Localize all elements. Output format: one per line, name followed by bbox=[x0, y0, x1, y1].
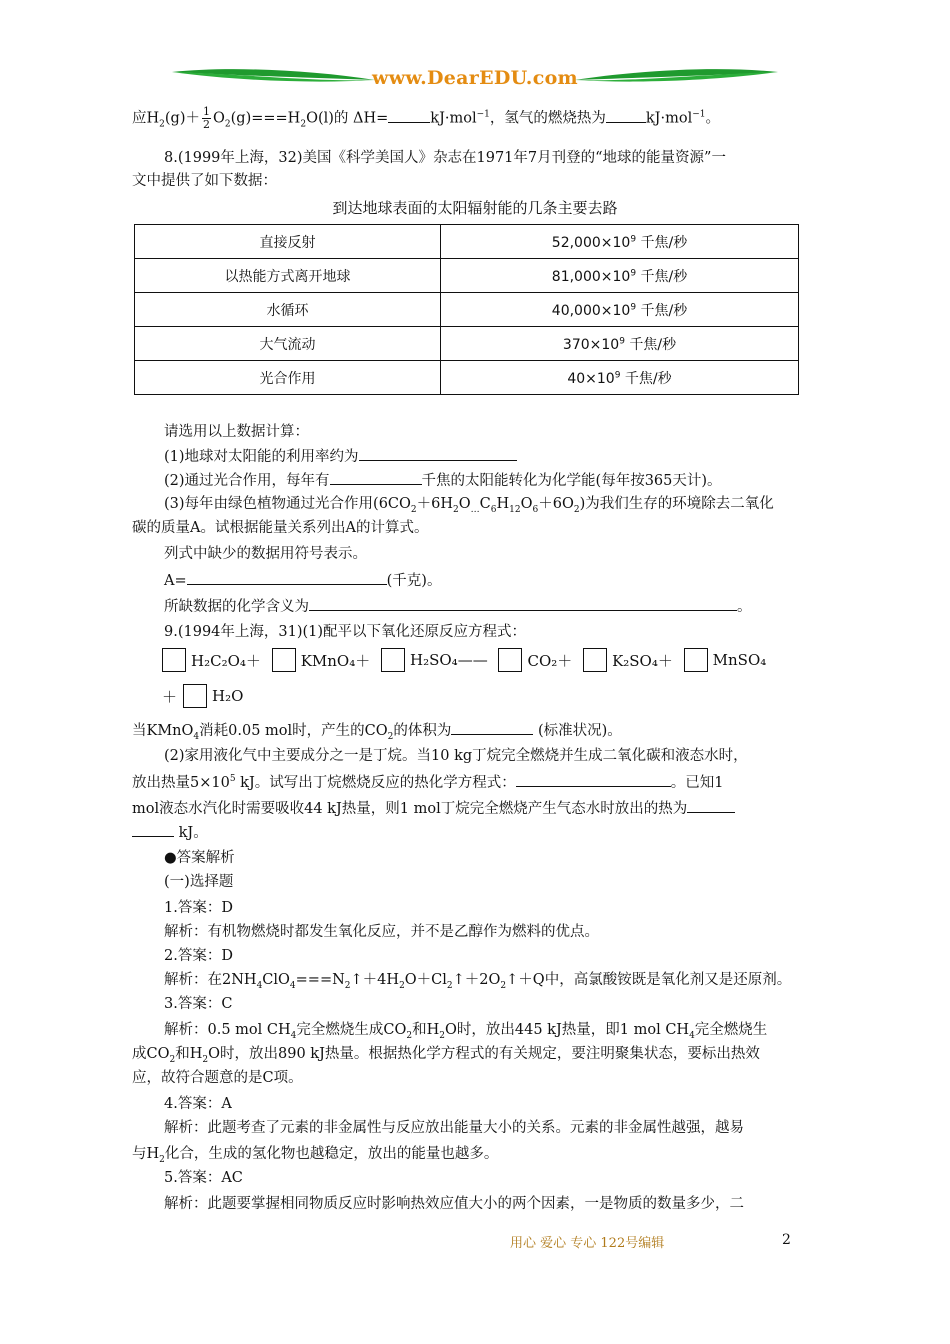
answer-5: 5.答案：AC bbox=[164, 1170, 243, 1186]
explain-3-end: 应，故符合题意的是C项。 bbox=[132, 1070, 303, 1086]
coef-box[interactable] bbox=[583, 648, 607, 672]
q8-ask: 请选用以上数据计算： bbox=[164, 424, 309, 440]
answer-4: 4.答案：A bbox=[164, 1096, 232, 1112]
explain-3: 解析：0.5 mol $CH_4$完全燃烧生成$CO_2$和$H_2O$时，放出445 kJ热量，即1 mol $CH_4$完全燃烧生 bbox=[164, 1022, 768, 1041]
answers-title: ●答案解析 bbox=[164, 850, 235, 866]
explain-1: 解析：有机物燃烧时都发生氧化反应，并不是乙醇作为燃料的优点。 bbox=[164, 924, 599, 940]
table-row: 大气流动 $370\times 10^9$ 千焦/秒 bbox=[135, 327, 799, 361]
explain-4-cont: 与$H_2$化合，生成的氢化物也越稳定，放出的能量也越多。 bbox=[132, 1146, 499, 1165]
q8-part3-cont: 碳的质量A。试根据能量关系列出A的计算式。 bbox=[132, 520, 429, 536]
explain-4: 解析：此题考查了元素的非金属性与反应放出能量大小的关系。元素的非金属性越强，越易 bbox=[164, 1120, 744, 1136]
answer-blank[interactable] bbox=[132, 822, 174, 837]
q9-line4: mol液态水汽化时需要吸收44 kJ热量，则1 mol丁烷完全燃烧产生气态水时放出的热为 bbox=[132, 798, 735, 819]
answer-blank[interactable] bbox=[388, 108, 430, 123]
table-row: 水循环 $40,000\times 10^9$ 千焦/秒 bbox=[135, 293, 799, 327]
table-row: 直接反射 $52,000\times 10^9$ 千焦/秒 bbox=[135, 225, 799, 259]
q8-part2: (2)通过光合作用，每年有 千焦的太阳能转化为化学能(每年按365天计)。 bbox=[164, 470, 722, 491]
q9-line2: (2)家用液化气中主要成分之一是丁烷。当10 kg丁烷完全燃烧并生成二氧化碳和液态水时， bbox=[164, 748, 748, 764]
answer-blank[interactable] bbox=[606, 108, 646, 123]
answer-blank[interactable] bbox=[687, 798, 735, 813]
answer-3: 3.答案：C bbox=[164, 996, 233, 1012]
coef-box[interactable] bbox=[381, 648, 405, 672]
table-caption: 到达地球表面的太阳辐射能的几条主要去路 bbox=[332, 199, 618, 217]
hydrogen-equation-line: 应$H_2(g)+$ $\frac{1}{2}$ $O_2(g)===H_2O(l)$的 ΔH= kJ·mol$^{-1}$，氢气的燃烧热为 kJ·mol$^{-1}$。 bbox=[132, 105, 720, 131]
q9-line3: 放出热量$5\times 10^5$ kJ。试写出丁烷燃烧反应的热化学方程式： 。已知1 bbox=[132, 772, 724, 793]
solar-energy-table bbox=[134, 224, 799, 395]
coef-box[interactable] bbox=[162, 648, 186, 672]
table-row: 以热能方式离开地球 $81,000\times 10^9$ 千焦/秒 bbox=[135, 259, 799, 293]
header-banner bbox=[170, 62, 780, 96]
q9-line5: kJ。 bbox=[132, 822, 208, 843]
answers-section: (一)选择题 bbox=[164, 874, 234, 890]
answer-blank[interactable] bbox=[451, 720, 533, 735]
redox-equation: H₂C₂O₄＋ KMnO₄＋ H₂SO₄—— CO₂＋ K₂SO₄＋ MnSO₄ bbox=[162, 648, 772, 672]
footer-text: 用心 爱心 专心 122号编辑 bbox=[510, 1236, 665, 1251]
explain-5: 解析：此题要掌握相同物质反应时影响热效应值大小的两个因素，一是物质的数量多少，二 bbox=[164, 1196, 744, 1212]
q8-formula: A= (千克)。 bbox=[164, 570, 441, 591]
answer-blank[interactable] bbox=[359, 446, 517, 461]
answer-blank[interactable] bbox=[309, 596, 737, 611]
q8-line2: 文中提供了如下数据： bbox=[132, 173, 277, 189]
q9-head: 9.(1994年上海，31)(1)配平以下氧化还原反应方程式： bbox=[164, 624, 527, 640]
coef-box[interactable] bbox=[272, 648, 296, 672]
coef-box[interactable] bbox=[498, 648, 522, 672]
page-number: 2 bbox=[782, 1232, 791, 1248]
q8-missing: 所缺数据的化学含义为 。 bbox=[164, 596, 752, 617]
q8-part3: (3)每年由绿色植物通过光合作用$(6CO_2+6H_2O_\dots C_6H_{12}O_6+6O_2)$为我们生存的环境除去二氧化 bbox=[164, 496, 774, 515]
answer-2: 2.答案：D bbox=[164, 948, 233, 964]
answer-blank[interactable] bbox=[516, 772, 671, 787]
answer-1: 1.答案：D bbox=[164, 900, 233, 916]
q9-line1: 当KMnO$_4$消耗0.05 mol时，产生的$CO_2$的体积为 (标准状况)。 bbox=[132, 720, 622, 741]
site-name[interactable]: www.DearEDU.com bbox=[372, 67, 578, 89]
coef-box[interactable] bbox=[183, 684, 207, 708]
answer-blank[interactable] bbox=[187, 570, 387, 585]
answer-blank[interactable] bbox=[330, 470, 422, 485]
redox-equation-cont: ＋ H₂O bbox=[162, 684, 249, 708]
table-row: 光合作用 $40\times 10^9$ 千焦/秒 bbox=[135, 361, 799, 395]
q8-note: 列式中缺少的数据用符号表示。 bbox=[164, 546, 367, 562]
q8-part1: (1)地球对太阳能的利用率约为 bbox=[164, 446, 517, 467]
explain-2: 解析：在$2NH_4ClO_4===N_2↑+4H_2O+Cl_2↑+2O_2↑+Q$中，高氯酸铵既是氧化剂又是还原剂。 bbox=[164, 972, 792, 991]
coef-box[interactable] bbox=[684, 648, 708, 672]
q8-line1: 8.(1999年上海，32)美国《科学美国人》杂志在1971年7月刊登的“地球的能量资源”一 bbox=[164, 150, 726, 166]
half-fraction: $\frac{1}{2}$ bbox=[203, 105, 210, 131]
explain-3-cont: 成$CO_2$和$H_2O$时，放出890 kJ热量。根据热化学方程式的有关规定，要注明聚集状态，要标出热效 bbox=[132, 1046, 760, 1065]
